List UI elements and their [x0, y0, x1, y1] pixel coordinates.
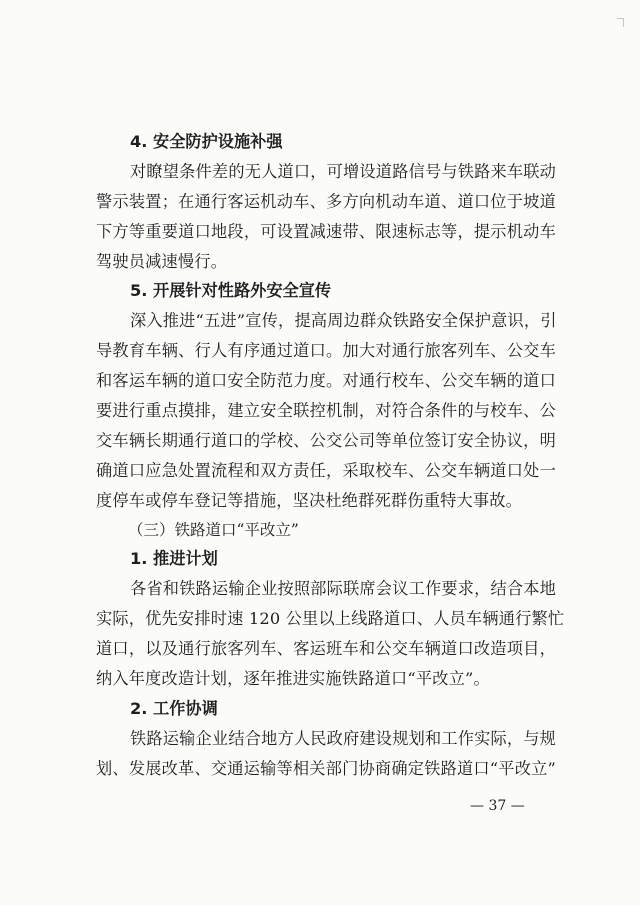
- paragraph-line: 交车辆长期通行道口的学校、公交公司等单位签订安全协议，明: [96, 431, 556, 450]
- paragraph-line: 导教育车辆、行人有序通过道口。加大对通行旅客列车、公交车: [96, 341, 556, 360]
- section-heading-safety-publicity: 5. 开展针对性路外安全宣传: [130, 281, 332, 300]
- section-heading-plan: 1. 推进计划: [130, 549, 218, 568]
- paragraph-line: 各省和铁路运输企业按照部际联席会议工作要求，结合本地: [130, 579, 557, 598]
- paragraph-line: 确道口应急处置流程和双方责任，采取校车、公交车辆道口处一: [96, 461, 556, 480]
- paragraph-line: 警示装置；在通行客运机动车、多方向机动车道、道口位于坡道: [96, 192, 556, 211]
- paragraph-line: 下方等重要道口地段，可设置减速带、限速标志等，提示机动车: [96, 222, 556, 241]
- paragraph-line: 对瞭望条件差的无人道口，可增设道路信号与铁路来车联动: [130, 162, 557, 181]
- paragraph-line: 要进行重点摸排，建立安全联控机制，对符合条件的与校车、公: [96, 401, 556, 420]
- section-heading-safety-facilities: 4. 安全防护设施补强: [130, 132, 283, 151]
- paragraph-line: 铁路运输企业结合地方人民政府建设规划和工作实际，与规: [130, 729, 557, 748]
- scan-corner-mark: [617, 18, 624, 27]
- paragraph-line: 和客运车辆的道口安全防范力度。对通行校车、公交车辆的道口: [96, 371, 556, 390]
- page-number: — 37 —: [470, 798, 525, 814]
- paragraph-line: 实际，优先安排时速 120 公里以上线路道口、人员车辆通行繁忙: [96, 609, 565, 628]
- paragraph-line: 度停车或停车登记等措施，坚决杜绝群死群伤重特大事故。: [96, 491, 523, 510]
- paragraph-line: 驾驶员减速慢行。: [96, 252, 228, 271]
- section-heading-coordination: 2. 工作协调: [130, 699, 218, 718]
- paragraph-line: 深入推进“五进”宣传，提高周边群众铁路安全保护意识，引: [130, 311, 557, 330]
- paragraph-line: 划、发展改革、交通运输等相关部门协商确定铁路道口“平改立”: [96, 759, 556, 778]
- paragraph-line: 纳入年度改造计划，逐年推进实施铁路道口“平改立”。: [96, 669, 490, 688]
- paragraph-line: 道口，以及通行旅客列车、客运班车和公交车辆道口改造项目，: [96, 639, 556, 658]
- subsection-title: （三）铁路道口“平改立”: [128, 521, 299, 539]
